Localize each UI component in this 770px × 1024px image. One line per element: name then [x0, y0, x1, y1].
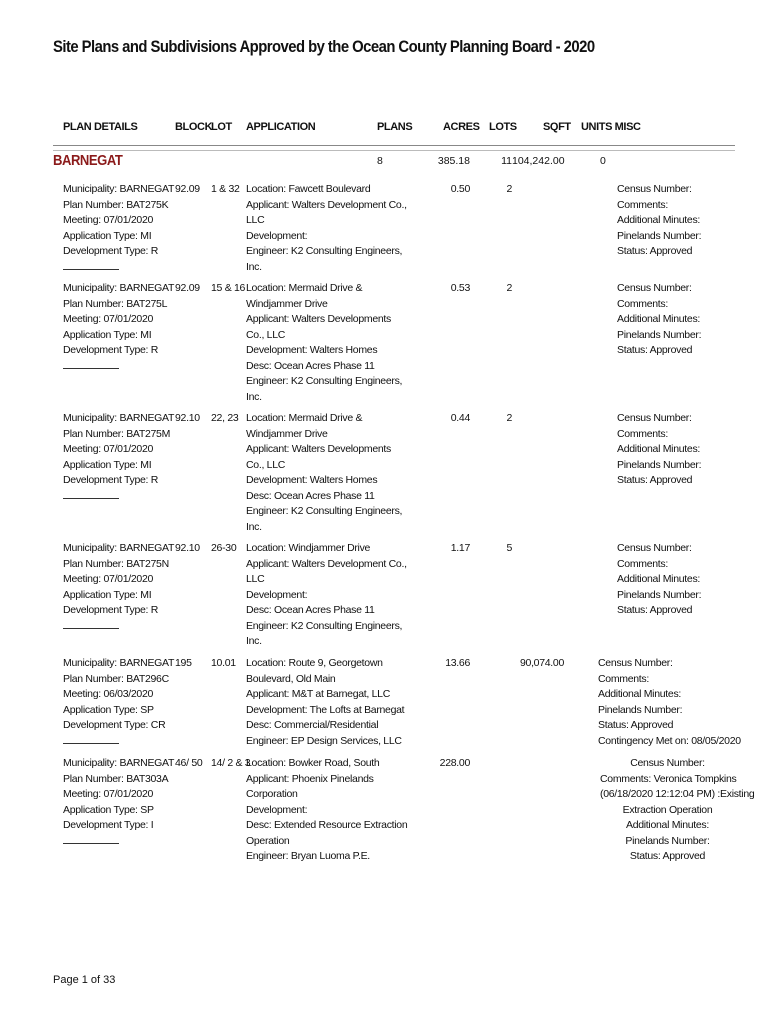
record-details — [63, 656, 174, 749]
record-block: 92.09 — [175, 282, 200, 294]
record-block: 92.10 — [175, 542, 200, 554]
record-misc-line: Status: Approved — [617, 245, 693, 257]
record-misc-line: Pinelands Number: — [617, 458, 702, 471]
record-details-line: Meeting: 07/01/2020 — [63, 443, 154, 455]
record-block: 92.10 — [175, 412, 200, 424]
record-application-line: Engineer: EP Design Services, LLC — [246, 734, 402, 747]
record-application-line: Engineer: K2 Consulting Engineers, — [246, 505, 403, 517]
record-separator — [63, 359, 174, 375]
record-lot: 14/ 2 & 3 — [211, 757, 251, 769]
record-misc-line: Pinelands Number: — [617, 328, 702, 341]
record-application-line: Development: Walters Homes — [246, 344, 378, 356]
record-details — [63, 541, 174, 634]
record-details-line: Municipality: BARNEGAT — [63, 183, 175, 195]
record-application-line: Desc: Ocean Acres Phase 11 — [246, 489, 375, 502]
record-misc-line: Comments: — [598, 672, 649, 685]
record-lots: 5 — [506, 542, 512, 554]
record-details-line: Plan Number: BAT275K — [63, 198, 169, 211]
record-details — [63, 756, 174, 849]
record-application-line: Inc. — [246, 635, 262, 647]
record-separator — [63, 734, 174, 750]
page-number: Page 1 of 33 — [53, 974, 116, 986]
municipality-lots-total: 11 — [501, 155, 512, 167]
record-details-line: Development Type: CR — [63, 719, 166, 731]
record-lot: 22, 23 — [211, 412, 239, 424]
record-application-line: Engineer: K2 Consulting Engineers, — [246, 375, 403, 387]
record-details-line: Application Type: SP — [63, 803, 154, 816]
record-misc-line: Status: Approved — [617, 474, 693, 486]
record-sqft: 90,074.00 — [519, 657, 564, 669]
record-misc-line: Additional Minutes: — [625, 819, 710, 831]
record-details-line: Application Type: MI — [63, 588, 152, 601]
record-application — [246, 411, 402, 535]
record-application-line: LLC — [246, 214, 265, 226]
record-separator — [63, 619, 174, 635]
record-acres: 1.17 — [450, 542, 470, 554]
municipality-plans-total: 8 — [377, 155, 383, 167]
record-misc-line: Pinelands Number: — [625, 834, 710, 847]
header-acres: ACRES — [443, 121, 480, 133]
record-misc — [617, 281, 701, 359]
record-details-line: Plan Number: BAT303A — [63, 772, 169, 785]
record-misc-line: Pinelands Number: — [598, 703, 683, 716]
record-separator — [63, 834, 174, 850]
record-application-line: Desc: Commercial/Residential — [246, 719, 379, 731]
record-application-line: Inc. — [246, 260, 262, 273]
municipality-units-total: 0 — [600, 155, 606, 167]
record-details-line: Municipality: BARNEGAT — [63, 412, 175, 424]
record-lots: 2 — [506, 282, 512, 294]
record-block: 92.09 — [175, 183, 200, 195]
record-details — [63, 182, 174, 275]
record-details — [63, 281, 174, 374]
header-block: BLOCK — [175, 121, 213, 133]
record-details-line: Plan Number: BAT275N — [63, 557, 169, 570]
record-misc-line: Comments: — [617, 198, 668, 211]
record-application-line: Co., LLC — [246, 458, 286, 471]
record-application-line: Applicant: Walters Developments — [246, 313, 391, 325]
record-application-line: Inc. — [246, 390, 262, 403]
record-application-line: Location: Windjammer Drive — [246, 542, 371, 554]
record-details-line: Meeting: 07/01/2020 — [63, 788, 154, 800]
header-plans: PLANS — [377, 121, 413, 133]
record-misc-line: Status: Approved — [598, 719, 674, 731]
record-details-line: Development Type: R — [63, 604, 159, 616]
record-application-line: Applicant: M&T at Barnegat, LLC — [246, 688, 391, 700]
record-application-line: Applicant: Phoenix Pinelands — [246, 772, 374, 785]
record-misc — [600, 756, 755, 865]
record-misc-line: Census Number: — [617, 183, 692, 195]
header-sqft: SQFT — [543, 121, 571, 133]
record-application — [246, 541, 407, 650]
record-application-line: Engineer: K2 Consulting Engineers, — [246, 619, 403, 632]
record-application-line: Development: — [246, 803, 308, 816]
record-application-line: Location: Mermaid Drive & — [246, 412, 363, 424]
record-separator — [63, 489, 174, 505]
record-application-line: Development: — [246, 229, 308, 242]
record-misc-line: Additional Minutes: — [617, 214, 701, 226]
header-lot: LOT — [211, 121, 232, 133]
record-misc-line: Additional Minutes: — [617, 573, 701, 585]
record-application-line: Applicant: Walters Developments — [246, 443, 391, 455]
record-details-line: Plan Number: BAT296C — [63, 672, 169, 685]
record-application-line: Desc: Ocean Acres Phase 11 — [246, 359, 375, 372]
record-lots: 2 — [506, 412, 512, 424]
record-misc-line: Comments: — [617, 427, 668, 440]
record-application — [246, 656, 404, 749]
record-acres: 0.53 — [450, 282, 470, 294]
record-details — [63, 411, 174, 504]
record-details-line: Development Type: R — [63, 474, 159, 486]
header-application: APPLICATION — [246, 121, 316, 133]
record-application-line: Location: Route 9, Georgetown — [246, 657, 383, 669]
record-lot: 26-30 — [211, 542, 237, 554]
record-details-line: Plan Number: BAT275M — [63, 427, 171, 440]
record-details-line: Application Type: MI — [63, 328, 152, 341]
record-lot: 1 & 32 — [211, 183, 240, 195]
record-misc-line: Contingency Met on: 08/05/2020 — [598, 734, 741, 747]
record-lot: 15 & 16 — [211, 282, 246, 294]
record-application-line: Applicant: Walters Development Co., — [246, 198, 407, 211]
record-acres: 228.00 — [439, 757, 470, 769]
record-block: 46/ 50 — [175, 757, 203, 769]
record-application-line: Inc. — [246, 520, 262, 533]
record-misc-line: Comments: — [617, 557, 668, 570]
header-plan-details: PLAN DETAILS — [63, 121, 138, 133]
record-application-line: Applicant: Walters Development Co., — [246, 557, 407, 570]
record-misc — [598, 656, 741, 749]
record-details-line: Development Type: I — [63, 819, 154, 831]
header-rule — [53, 145, 735, 146]
record-lots: 2 — [506, 183, 512, 195]
record-misc-line: Census Number: — [598, 657, 673, 669]
record-details-line: Application Type: SP — [63, 703, 154, 716]
record-details-line: Application Type: MI — [63, 458, 152, 471]
municipality-name: BARNEGAT — [53, 153, 123, 169]
record-application — [246, 756, 407, 865]
record-application-line: Corporation — [246, 788, 298, 800]
record-application — [246, 281, 402, 405]
record-misc — [617, 541, 701, 619]
record-application-line: Engineer: Bryan Luoma P.E. — [246, 850, 370, 862]
record-misc-line: Pinelands Number: — [617, 588, 702, 601]
record-misc-line: (06/18/2020 12:12:04 PM) :Existing — [600, 788, 755, 800]
record-details-line: Application Type: MI — [63, 229, 152, 242]
record-application-line: LLC — [246, 573, 265, 585]
record-application-line: Development: Walters Homes — [246, 474, 378, 486]
record-application-line: Engineer: K2 Consulting Engineers, — [246, 245, 403, 257]
record-application-line: Windjammer Drive — [246, 427, 328, 440]
record-application-line: Operation — [246, 834, 290, 847]
record-application-line: Development: — [246, 588, 308, 601]
record-application-line: Desc: Ocean Acres Phase 11 — [246, 604, 375, 616]
record-misc-line: Additional Minutes: — [617, 443, 701, 455]
record-separator — [63, 260, 174, 276]
record-details-line: Meeting: 07/01/2020 — [63, 573, 154, 585]
record-misc-line: Status: Approved — [617, 604, 693, 616]
record-misc-line: Extraction Operation — [622, 803, 713, 816]
record-details-line: Meeting: 06/03/2020 — [63, 688, 154, 700]
record-details-line: Plan Number: BAT275L — [63, 297, 168, 310]
record-misc — [617, 182, 701, 260]
record-lot: 10.01 — [211, 657, 236, 669]
record-misc-line: Additional Minutes: — [598, 688, 682, 700]
record-application-line: Boulevard, Old Main — [246, 672, 336, 685]
record-misc-line: Comments: Veronica Tompkins — [600, 772, 737, 785]
record-details-line: Meeting: 07/01/2020 — [63, 313, 154, 325]
record-application-line: Windjammer Drive — [246, 297, 328, 310]
record-block: 195 — [175, 657, 192, 669]
record-acres: 0.44 — [450, 412, 470, 424]
record-application-line: Development: The Lofts at Barnegat — [246, 703, 405, 716]
record-details-line: Development Type: R — [63, 245, 159, 257]
record-misc-line: Pinelands Number: — [617, 229, 702, 242]
record-misc-line: Census Number: — [617, 412, 692, 424]
record-acres: 13.66 — [445, 657, 470, 669]
record-application-line: Location: Mermaid Drive & — [246, 282, 363, 294]
record-misc — [617, 411, 701, 489]
header-rule-secondary — [53, 150, 735, 151]
municipality-acres-total: 385.18 — [437, 155, 470, 167]
record-application-line: Location: Bowker Road, South — [246, 757, 380, 769]
record-application-line: Desc: Extended Resource Extraction — [246, 819, 408, 831]
record-details-line: Municipality: BARNEGAT — [63, 282, 175, 294]
record-application-line: Location: Fawcett Boulevard — [246, 183, 371, 195]
record-details-line: Municipality: BARNEGAT — [63, 657, 175, 669]
record-application — [246, 182, 407, 275]
record-misc-line: Census Number: — [617, 282, 692, 294]
municipality-sqft-total: 104,242.00 — [512, 155, 565, 167]
record-misc-line: Census Number: — [630, 757, 705, 769]
record-misc-line: Additional Minutes: — [617, 313, 701, 325]
record-misc-line: Census Number: — [617, 542, 692, 554]
page-title: Site Plans and Subdivisions Approved by the Ocean County Planning Board - 2020 — [53, 38, 595, 56]
header-lots: LOTS — [489, 121, 517, 133]
record-misc-line: Comments: — [617, 297, 668, 310]
record-details-line: Municipality: BARNEGAT — [63, 542, 175, 554]
record-details-line: Municipality: BARNEGAT — [63, 757, 175, 769]
record-acres: 0.50 — [450, 183, 470, 195]
record-misc-line: Status: Approved — [629, 850, 706, 862]
record-misc-line: Status: Approved — [617, 344, 693, 356]
record-details-line: Meeting: 07/01/2020 — [63, 214, 154, 226]
record-application-line: Co., LLC — [246, 328, 286, 341]
record-details-line: Development Type: R — [63, 344, 159, 356]
header-units-misc: UNITS MISC — [581, 121, 641, 133]
